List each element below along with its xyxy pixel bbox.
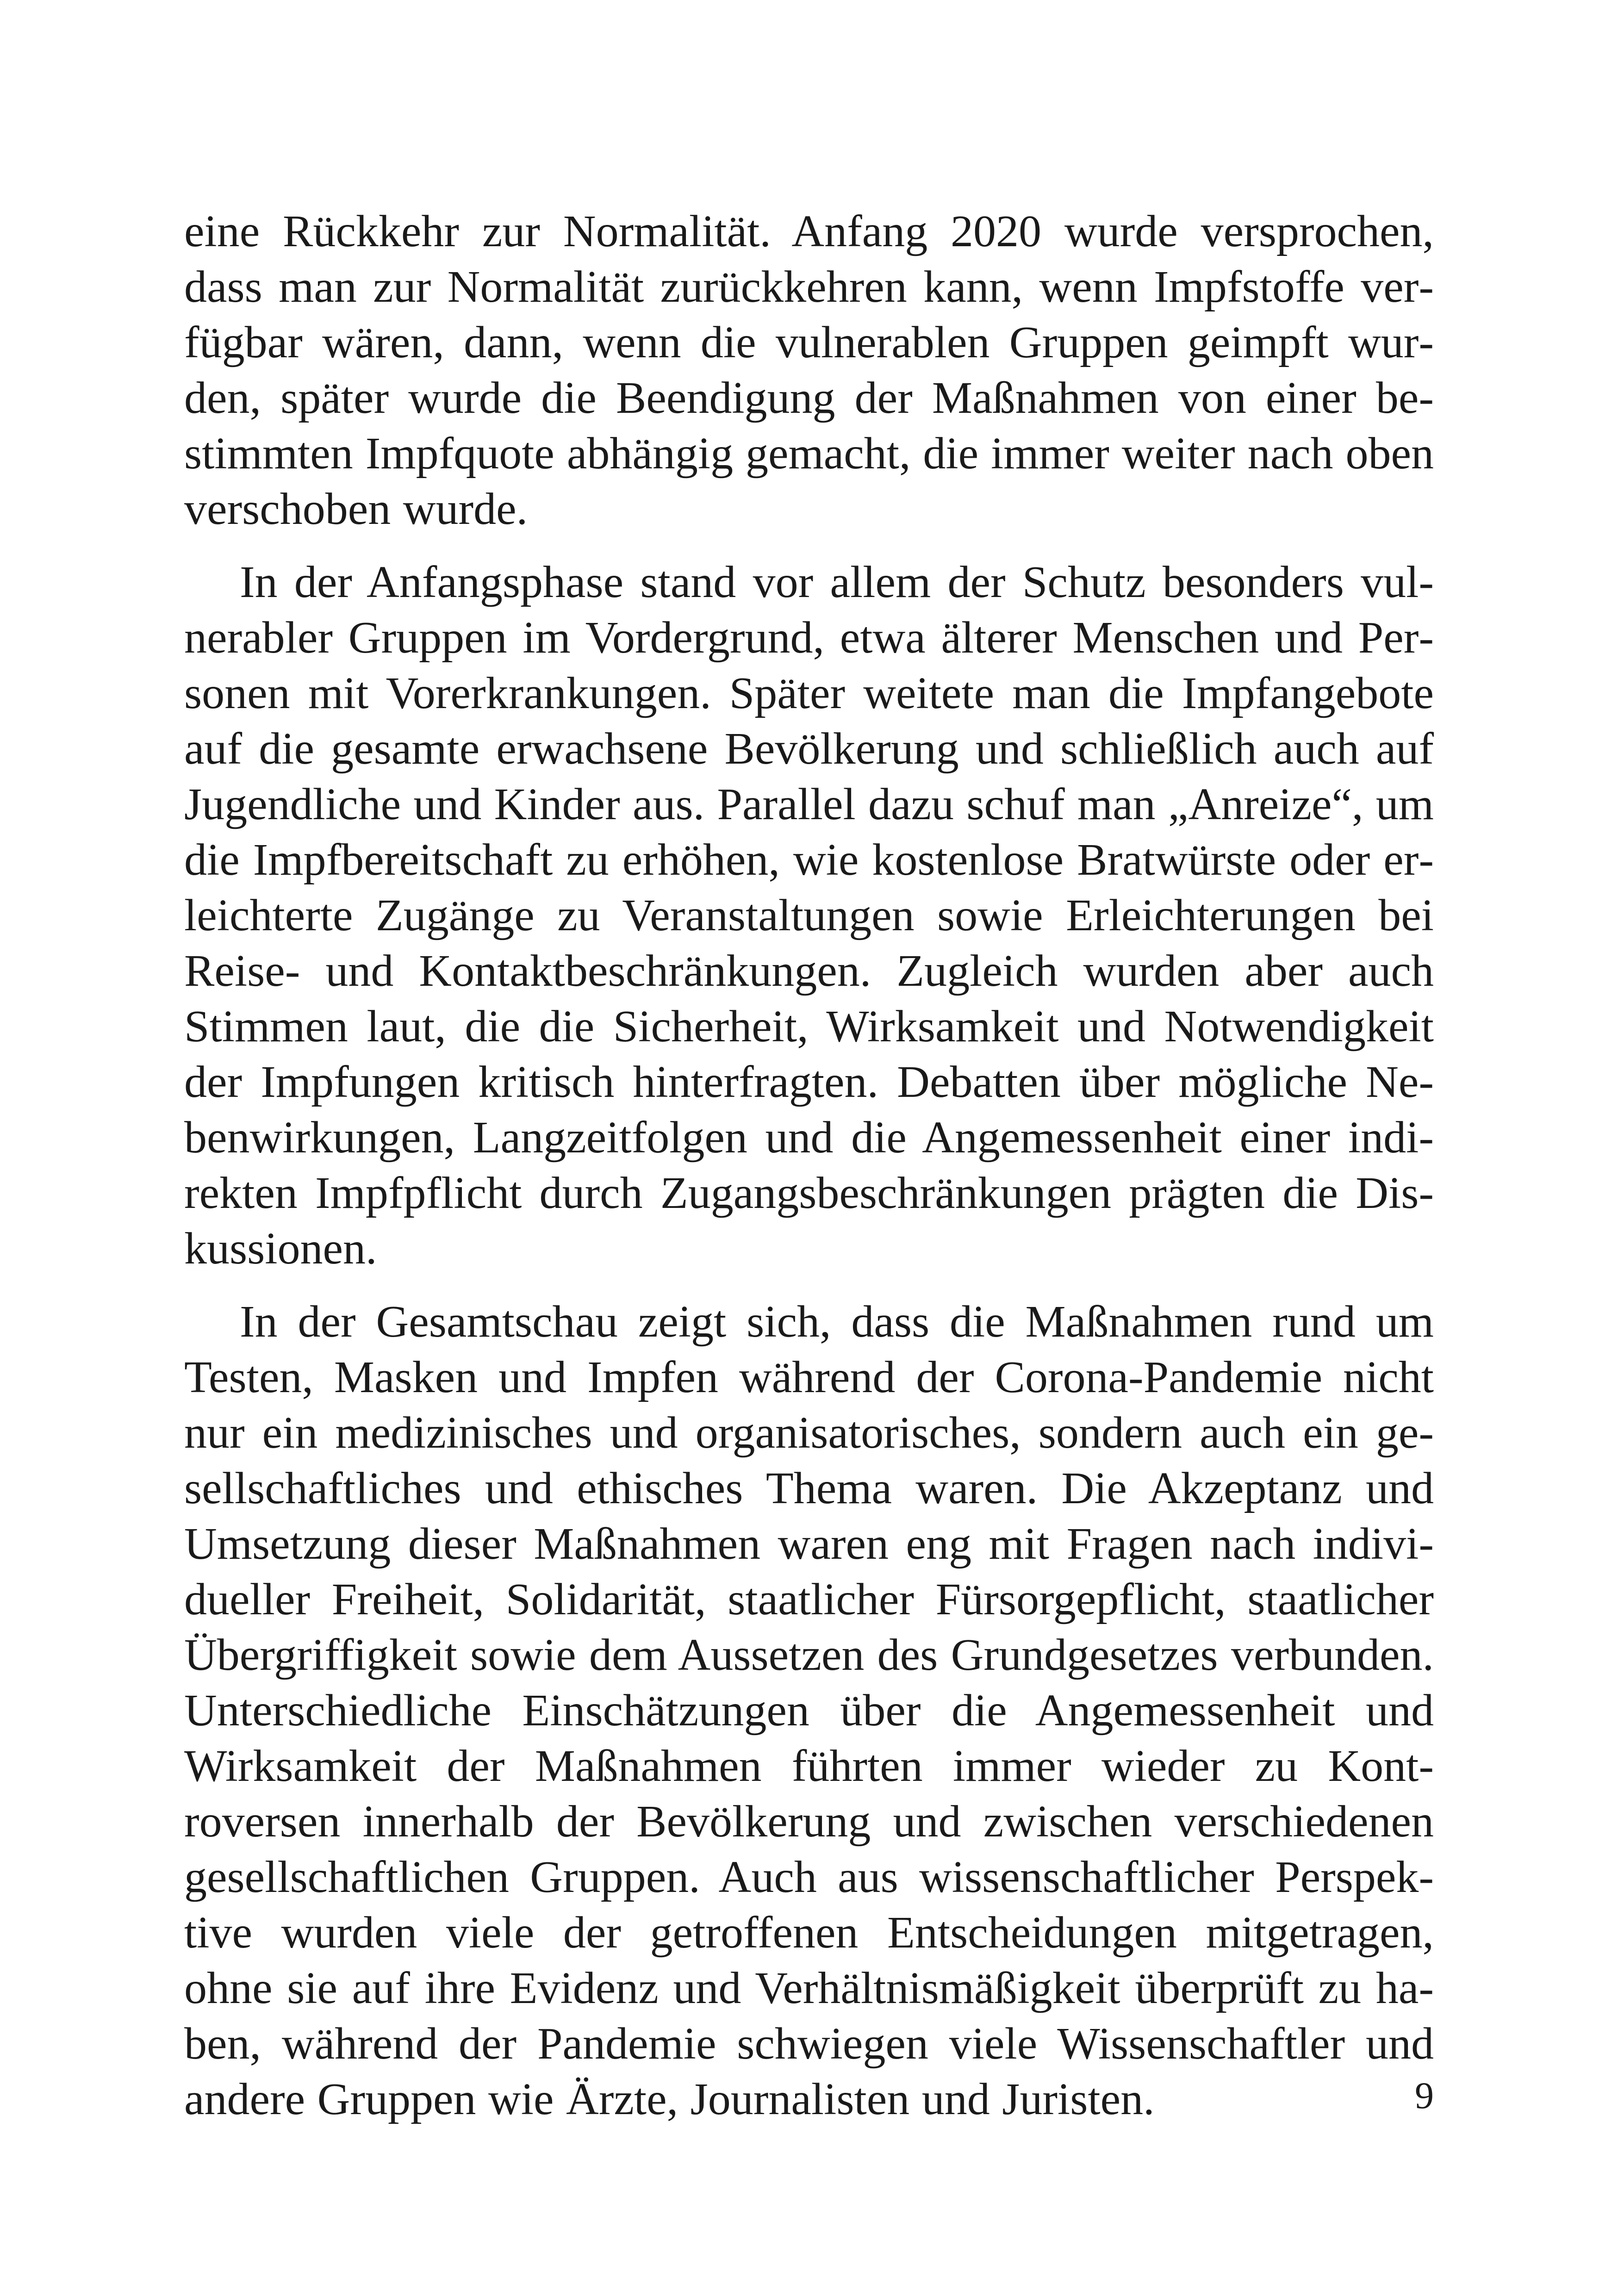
body-text — [184, 204, 1434, 2127]
page-number: 9 — [1415, 2074, 1434, 2116]
paragraph-3: In der Gesamtschau zeigt sich, dass die Maßnahmen rund um Testen, Masken und Impfen während der Corona-Pandemie nicht nur ein medizinisches und organisatorisches, sondern auch ein gesellschaftliches und ethisches Thema waren. Die Akzeptanz und Umsetzung dieser Maßnahmen waren eng mit Fragen nach individueller Freiheit, Solidarität, staatlicher Fürsorgepflicht, staatlicher Übergriffigkeit sowie dem Aussetzen des Grundgesetzes verbunden. Unterschiedliche Einschätzungen über die Angemessenheit und Wirksamkeit der Maßnahmen führten immer wieder zu Kontroversen innerhalb der Bevölkerung und zwischen verschiedenen gesellschaftlichen Gruppen. Auch aus wissenschaftlicher Perspektive wurden viele der getroffenen Entscheidungen mitgetragen, ohne sie auf ihre Evidenz und Verhältnismäßigkeit überprüft zu haben, während der Pandemie schwiegen viele Wissenschaftler und andere Gruppen wie Ärzte, Journalisten und Juristen. — [184, 1297, 1434, 2124]
paragraph-2: In der Anfangsphase stand vor allem der Schutz besonders vulnerabler Gruppen im Vordergrund, etwa älterer Menschen und Personen mit Vorerkrankungen. Später weitete man die Impfangebote auf die gesamte erwachsene Bevölkerung und schließlich auch auf Jugendliche und Kinder aus. Parallel dazu schuf man „Anreize“, um die Impfbereitschaft zu erhöhen, wie kostenlose Bratwürste oder erleichterte Zugänge zu Veranstaltungen sowie Erleichterungen bei Reise- und Kontaktbeschränkungen. Zugleich wurden aber auch Stimmen laut, die die Sicherheit, Wirksamkeit und Notwendigkeit der Impfungen kritisch hinterfragten. Debatten über mögliche Nebenwirkungen, Langzeitfolgen und die Angemessenheit einer indirekten Impfpflicht durch Zugangsbeschränkungen prägten die Diskussionen. — [184, 557, 1434, 1274]
paragraph-1: eine Rückkehr zur Normalität. Anfang 2020 wurde versprochen, dass man zur Normalität zurückkehren kann, wenn Impfstoffe verfügbar wären, dann, wenn die vulnerablen Gruppen geimpft wurden, später wurde die Beendigung der Maßnahmen von einer bestimmten Impfquote abhängig gemacht, die immer weiter nach oben verschoben wurde. — [184, 206, 1434, 534]
